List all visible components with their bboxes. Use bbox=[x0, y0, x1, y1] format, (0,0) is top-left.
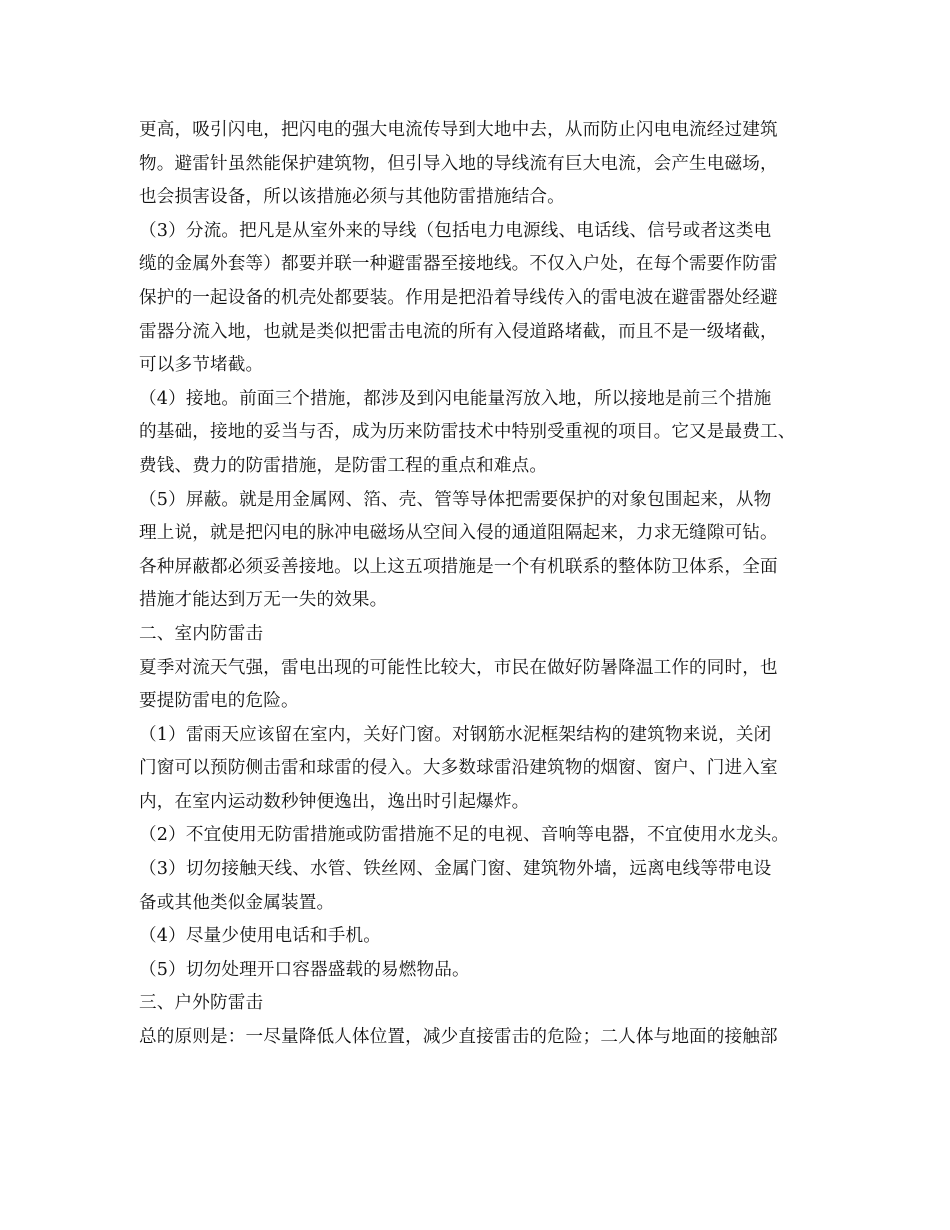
text-line: （2）不宜使用无防雷措施或防雷措施不足的电视、音响等电器，不宜使用水龙头。 bbox=[139, 825, 790, 846]
text-line: 雷器分流入地，也就是类似把雷击电流的所有入侵道路堵截，而且不是一级堵截， bbox=[139, 321, 778, 342]
text-line: 要提防雷电的危险。 bbox=[139, 691, 299, 712]
text-line: 总的原则是：一尽量降低人体位置，减少直接雷击的危险；二人体与地面的接触部 bbox=[139, 1027, 778, 1048]
document-body bbox=[139, 114, 829, 1055]
text-line: 保护的一起设备的机壳处都要装。作用是把沿着导线传入的雷电波在避雷器处经避 bbox=[139, 287, 778, 308]
text-line: 缆的金属外套等）都要并联一种避雷器至接地线。不仅入户处，在每个需要作防雷 bbox=[139, 254, 778, 275]
text-line: （3）切勿接触天线、水管、铁丝网、金属门窗、建筑物外墙，远离电线等带电设 bbox=[139, 859, 772, 880]
text-line: 措施才能达到万无一失的效果。 bbox=[139, 590, 388, 611]
text-line: 的基础，接地的妥当与否，成为历来防雷技术中特别受重视的项目。它又是最费工、 bbox=[139, 422, 796, 443]
text-line: 各种屏蔽都必须妥善接地。以上这五项措施是一个有机联系的整体防卫体系，全面 bbox=[139, 556, 778, 577]
text-line: 可以多节堵截。 bbox=[139, 355, 264, 376]
text-line: （4）尽量少使用电话和手机。 bbox=[139, 926, 382, 947]
section-heading: 二、室内防雷击 bbox=[139, 623, 264, 644]
text-line: （5）屏蔽。就是用金属网、箔、壳、管等导体把需要保护的对象包围起来，从物 bbox=[139, 489, 772, 510]
text-line: 也会损害设备，所以该措施必须与其他防雷措施结合。 bbox=[139, 187, 565, 208]
text-line: 夏季对流天气强，雷电出现的可能性比较大，市民在做好防暑降温工作的同时，也 bbox=[139, 657, 778, 678]
text-line: 更高，吸引闪电，把闪电的强大电流传导到大地中去，从而防止闪电电流经过建筑 bbox=[139, 120, 778, 140]
text-line: （5）切勿处理开口容器盛载的易燃物品。 bbox=[139, 959, 470, 980]
text-line: 理上说，就是把闪电的脉冲电磁场从空间入侵的通道阻隔起来，力求无缝隙可钻。 bbox=[139, 523, 778, 544]
text-line: （3）分流。把凡是从室外来的导线（包括电力电源线、电话线、信号或者这类电 bbox=[139, 220, 772, 241]
text-line: 备或其他类似金属装置。 bbox=[139, 892, 335, 913]
text-line: （1）雷雨天应该留在室内，关好门窗。对钢筋水泥框架结构的建筑物来说，关闭 bbox=[139, 724, 772, 745]
text-line: 内，在室内运动数秒钟便逸出，逸出时引起爆炸。 bbox=[139, 791, 530, 812]
section-heading: 三、户外防雷击 bbox=[139, 993, 264, 1014]
text-line: （4）接地。前面三个措施，都涉及到闪电能量泻放入地，所以接地是前三个措施 bbox=[139, 388, 772, 409]
text-line: 费钱、费力的防雷措施，是防雷工程的重点和难点。 bbox=[139, 455, 548, 476]
text-line: 物。避雷针虽然能保护建筑物，但引导入地的导线流有巨大电流，会产生电磁场， bbox=[139, 153, 778, 174]
text-line: 门窗可以预防侧击雷和球雷的侵入。大多数球雷沿建筑物的烟窗、窗户、门进入室 bbox=[139, 758, 778, 779]
